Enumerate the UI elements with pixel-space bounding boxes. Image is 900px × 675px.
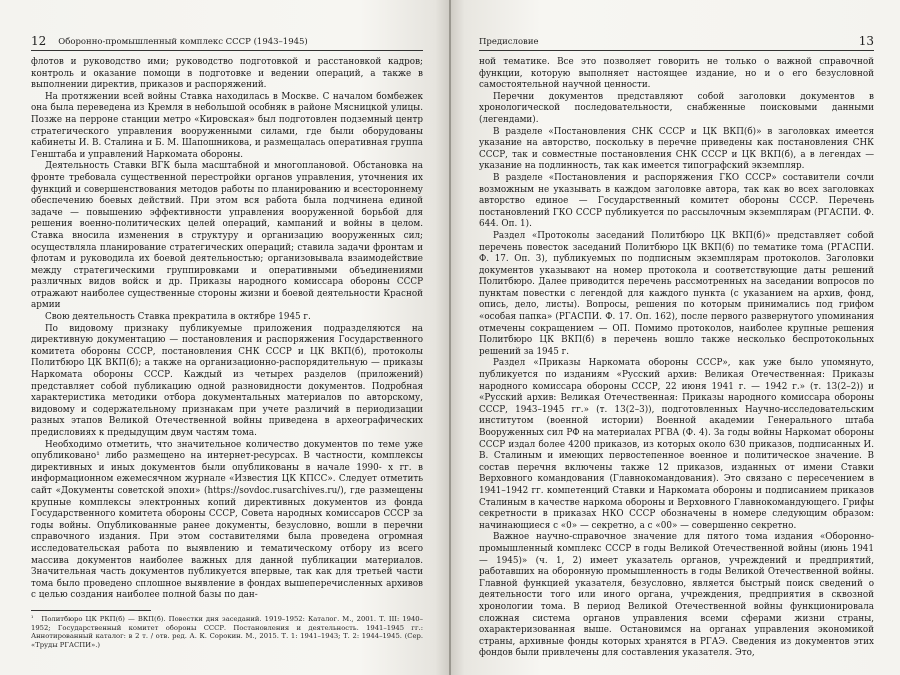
left-paragraph: На протяжении всей войны Ставка находилась в Москве. С началом бомбежек она была переведена из Кремля в небольшой особняк в районе Мясницкой улицы. Позже на перроне станции метро «Кировская» был подготовлен подземный центр стратегического управления вооруженными силами, где были оборудованы кабинеты И. В. Сталина и Б. М. Шапошникова, и размещалась оперативная группа Генштаба и управлений Наркомата обороны.	[31, 91, 423, 160]
left-running-title: Оборонно-промышленный комплекс СССР (1943–1945)	[58, 37, 308, 47]
left-body-text	[31, 57, 423, 602]
right-paragraph: Раздел «Протоколы заседаний Политбюро ЦК ВКП(б)» представляет собой перечень повесток заседаний Политбюро ЦК ВКП(б) по тематике тома (РГАСПИ. Ф. 17. Оп. 3), публикуемых по подписным экземплярам протоколов. Заголовки документов указывают на номер протокола и соответствующие даты решений Политбюро. Далее приводится перечень рассмотренных на заседании вопросов по пунктам повестки с легендой для каждого пункта (с указанием на архив, фонд, опись, дело, листы). Вопросы, решения по которым принимались под грифом «особая папка» (РГАСПИ. Ф. 17. Оп. 162), после первого развернутого упоминания отмечены сокращением — ОП. Помимо протоколов, наиболее крупные решения Политбюро ЦК ВКП(б) в перечень вошло также несколько беспротокольных решений за 1945 г.	[479, 230, 874, 357]
right-body-text	[479, 57, 874, 660]
right-paragraph: В разделе «Постановления СНК СССР и ЦК ВКП(б)» в заголовках имеется указание на авторство, поскольку в перечне приведены как постановления СНК СССР, так и совместные постановления СНК СССР и ЦК ВКП(б), а в легендах — указание на подлинность, так как имеется типографский экземпляр.	[479, 126, 874, 172]
right-paragraph: Важное научно-справочное значение для пятого тома издания «Оборонно-промышленный комплекс СССР в годы Великой Отечественной войны (июнь 1941 — 1945)» (ч. 1, 2) имеет указатель органов, учреждений и предприятий, работавших на оборонную промышленность в годы Великой Отечественной войны. Главной функцией указателя, безусловно, является быстрый поиск сведений о деятельности того или иного органа, учреждения, предприятия в сквозной хронологии тома. В период Великой Отечественной войны функционировала сложная система органов управления всеми сферами жизни страны, охарактеризованная выше. Остановимся на органах управления экономикой страны, архивные фонды которых хранятся в РГАЭ. Сведения из документов этих фондов были привлечены для составления указателя. Это,	[479, 532, 874, 659]
left-paragraph: По видовому признаку публикуемые приложения подразделяются на директивную документацию — постановления и распоряжения Государственного комитета обороны СССР, постановления СНК СССР и ЦК ВКП(б), протоколы Политбюро ЦК ВКП(б); а также на организационно-распорядительную — приказы Наркомата обороны СССР. Каждый из четырех разделов (приложений) представляет собой публикацию одной разновидности документов. Подробная характеристика методики отбора документальных материалов по авторскому, видовому и содержательному признакам при учете различий в периодизации разных этапов Великой Отечественной войны приведена в археографических предисловиях к предыдущим двум частям тома.	[31, 323, 423, 438]
footnote-marker: ¹	[31, 614, 34, 622]
left-paragraph: Необходимо отметить, что значительное количество документов по теме уже опубликовано¹ либо размещено на интернет-ресурсах. В частности, комплексы директивных и иных документов были опубликованы в начале 1990- х гг. в информационном ежемесячном журнале «Известия ЦК КПСС». Следует отметить сайт «Документы советской эпохи» (https://sovdoc.rusarchives.ru/), где размещены крупные комплексы электронных копий директивных документов из фонда Государственного комитета обороны СССР, Совета народных комиссаров СССР за годы войны. Опубликованные ранее документы, безусловно, вошли в перечни справочного издания. При этом составителями была проведена огромная исследовательская работа по выявлению и тематическому отбору из всего массива документов наиболее важных для данной публикации материалов. Значительная часть документов публикуется впервые, так как для третьей части тома было проведено сплошное выявление в фондах вышеперечисленных архивов с целью создания наиболее полной базы по дан-	[31, 439, 423, 601]
footnote-text: Политбюро ЦК РКП(б) — ВКП(б). Повестки дня заседаний. 1919–1952: Каталог. М., 2001. Т. III: 1940–1952; Государственный комитет обороны СССР. Постановления и деятельность. 1941–1945 гг.: Аннотированный каталог: в 2 т. / отв. ред. А. К. Сорокин. М., 2015. Т. 1: 1941–1943; Т. 2: 1944–1945. (Сер. «Труды РГАСПИ».)	[31, 614, 423, 649]
left-running-head	[31, 34, 423, 51]
right-paragraph: Перечни документов представляют собой заголовки документов в хронологической последовательности, снабженные поисковыми данными (легендами).	[479, 91, 874, 125]
right-paragraph: В разделе «Постановления и распоряжения ГКО СССР» составители сочли возможным не указывать в каждом заголовке автора, так как во всех заголовках авторство единое — Государственный комитет обороны СССР. Перечень постановлений ГКО СССР публикуется по рассылочным экземплярам (РГАСПИ. Ф. 644. Оп. 1).	[479, 172, 874, 230]
left-paragraph: флотов и руководство ими; руководство подготовкой и расстановкой кадров; контроль и оказание помощи в подготовке и ведении операций, а также в выполнении директив, приказов и распоряжений.	[31, 57, 423, 91]
footnote	[31, 615, 423, 649]
right-page	[451, 0, 900, 675]
left-page-number: 12	[31, 34, 47, 48]
right-running-head	[479, 34, 874, 51]
left-paragraph: Свою деятельность Ставка прекратила в октябре 1945 г.	[45, 312, 311, 323]
right-running-title: Предисловие	[479, 37, 539, 47]
left-page	[0, 0, 449, 675]
right-page-number: 13	[858, 34, 874, 48]
right-paragraph: Раздел «Приказы Наркомата обороны СССР», как уже было упомянуто, публикуется по изданиям «Русский архив: Великая Отечественная: Приказы народного комиссара обороны СССР, 22 июня 1941 г. — 1942 г.» (т. 13(2–2)) и «Русский архив: Великая Отечественная: Приказы народного комиссара обороны СССР, 1943–1945 гг.» (т. 13(2–3)), подготовленных Научно-исследовательским институтом (военной истории) Военной академии Генерального штаба Вооруженных сил РФ на материалах РГВА (Ф. 4). За годы войны Наркомат обороны СССР издал более 4200 приказов, из которых около 630 приказов, подписанных И. В. Сталиным и имеющих первостепенное военное и политическое значение. В состав перечня включены также 12 приказов, изданных от имени Ставки Верховного командования (Главнокомандования). Это связано с пересечением в 1941–1942 гг. компетенций Ставки и Наркомата обороны и подписанием приказов Сталиным в качестве наркома обороны и Верховного Главнокомандующего. Грифы секретности в приказах НКО СССР обозначены в номере следующим образом: начинающиеся с «0» — секретно, а с «00» — совершенно секретно.	[479, 358, 874, 531]
right-paragraph: ной тематике. Все это позволяет говорить не только о важной справочной функции, которую выполняет настоящее издание, но и о его безусловной самостоятельной научной ценности.	[479, 57, 874, 91]
left-paragraph: Деятельность Ставки ВГК была масштабной и многоплановой. Обстановка на фронте требовала существенной перестройки органов управления, уточнения их функций и совершенствования методов работы по планированию и всестороннему обеспечению боевых действий. При этом вся работа была подчинена единой задаче — повышению эффективности управления вооруженной борьбой для решения военно-политических целей операций, кампаний и войны в целом. Ставка вносила изменения в структуру и организацию вооруженных сил; осуществляла планирование стратегических операций; ставила задачи фронтам и флотам и руководила их боевой деятельностью; организовывала взаимодействие между стратегическими группировками и оперативными объединениями различных видов войск и др. Приказы народного комиссара обороны СССР отражают наиболее существенные стороны жизни и боевой деятельности Красной армии	[31, 161, 423, 311]
footnote-divider	[31, 610, 151, 611]
